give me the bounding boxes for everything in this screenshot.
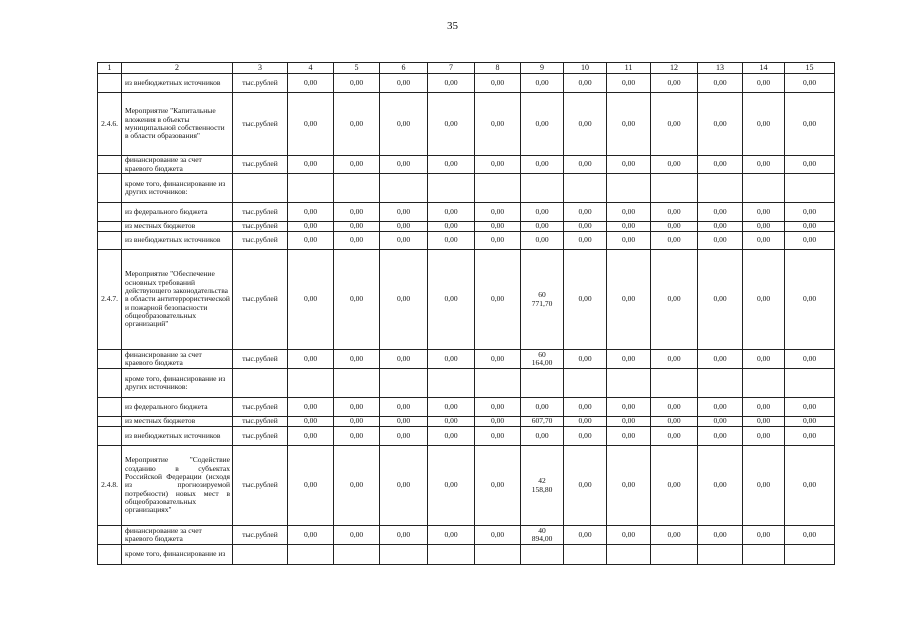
value-cell — [288, 369, 334, 398]
value-cell: 0,00 — [785, 350, 835, 369]
table-row — [98, 417, 835, 427]
value-cell: 0,00 — [651, 350, 698, 369]
value-cell: 0,00 — [288, 222, 334, 232]
value-cell: 0,00 — [380, 203, 428, 222]
value-cell: 0,00 — [743, 93, 785, 156]
row-name: из местных бюджетов — [122, 417, 233, 427]
row-unit: тыс.рублей — [233, 526, 288, 545]
value-cell: 0,00 — [380, 250, 428, 350]
value-cell: 0,00 — [380, 427, 428, 446]
value-cell: 0,00 — [743, 350, 785, 369]
row-code: 2.4.8. — [98, 446, 122, 526]
value-cell: 0,00 — [288, 250, 334, 350]
value-cell: 0,00 — [475, 526, 521, 545]
column-header: 15 — [785, 63, 835, 74]
value-cell: 0,00 — [607, 250, 651, 350]
value-cell — [743, 369, 785, 398]
value-cell: 0,00 — [607, 93, 651, 156]
value-cell: 0,00 — [564, 156, 607, 174]
row-code — [98, 526, 122, 545]
value-cell: 0,00 — [743, 222, 785, 232]
value-cell: 0,00 — [475, 93, 521, 156]
budget-table — [97, 62, 835, 565]
row-name: из федерального бюджета — [122, 203, 233, 222]
value-cell: 0,00 — [607, 156, 651, 174]
value-cell: 0,00 — [428, 427, 475, 446]
value-cell: 0,00 — [698, 232, 743, 250]
value-cell: 0,00 — [607, 427, 651, 446]
column-header: 1 — [98, 63, 122, 74]
table-row — [98, 369, 835, 398]
value-cell — [521, 545, 564, 565]
value-cell: 0,00 — [607, 398, 651, 417]
value-cell: 60 164,00 — [521, 350, 564, 369]
table-row — [98, 93, 835, 156]
page-number: 35 — [447, 20, 458, 32]
value-cell: 0,00 — [380, 232, 428, 250]
value-cell: 0,00 — [428, 93, 475, 156]
row-unit: тыс.рублей — [233, 203, 288, 222]
row-name: Мероприятие "Капитальные вложения в объекты муниципальной собственности в области образования" — [122, 93, 233, 156]
value-cell — [380, 174, 428, 203]
value-cell: 0,00 — [334, 232, 380, 250]
value-cell: 0,00 — [607, 417, 651, 427]
value-cell: 0,00 — [475, 398, 521, 417]
value-cell: 0,00 — [607, 74, 651, 93]
value-cell: 0,00 — [698, 74, 743, 93]
value-cell: 0,00 — [428, 446, 475, 526]
value-cell: 0,00 — [288, 232, 334, 250]
value-cell: 0,00 — [607, 526, 651, 545]
value-cell — [288, 545, 334, 565]
value-cell: 0,00 — [564, 350, 607, 369]
value-cell: 0,00 — [564, 398, 607, 417]
value-cell: 0,00 — [334, 93, 380, 156]
value-cell: 0,00 — [380, 350, 428, 369]
value-cell: 0,00 — [564, 417, 607, 427]
row-code: 2.4.6. — [98, 93, 122, 156]
value-cell: 0,00 — [651, 156, 698, 174]
value-cell: 0,00 — [785, 93, 835, 156]
value-cell: 0,00 — [564, 74, 607, 93]
row-name: финансирование за счет краевого бюджета — [122, 526, 233, 545]
value-cell: 0,00 — [785, 398, 835, 417]
value-cell: 0,00 — [651, 203, 698, 222]
value-cell — [607, 174, 651, 203]
value-cell: 0,00 — [428, 350, 475, 369]
table-row — [98, 398, 835, 417]
column-header: 2 — [122, 63, 233, 74]
column-header: 13 — [698, 63, 743, 74]
row-name: из внебюджетных источников — [122, 427, 233, 446]
value-cell — [698, 545, 743, 565]
value-cell: 0,00 — [380, 446, 428, 526]
value-cell: 0,00 — [651, 232, 698, 250]
row-code — [98, 222, 122, 232]
value-cell: 0,00 — [334, 417, 380, 427]
value-cell: 0,00 — [607, 222, 651, 232]
row-code — [98, 398, 122, 417]
value-cell: 0,00 — [288, 526, 334, 545]
value-cell: 0,00 — [785, 446, 835, 526]
value-cell — [428, 369, 475, 398]
value-cell — [785, 369, 835, 398]
value-cell: 0,00 — [428, 232, 475, 250]
table-header-row — [98, 63, 835, 74]
value-cell: 0,00 — [521, 398, 564, 417]
column-header: 4 — [288, 63, 334, 74]
value-cell: 0,00 — [334, 156, 380, 174]
value-cell: 0,00 — [521, 93, 564, 156]
value-cell — [380, 369, 428, 398]
value-cell: 0,00 — [785, 222, 835, 232]
value-cell: 0,00 — [651, 398, 698, 417]
value-cell: 0,00 — [428, 398, 475, 417]
value-cell — [380, 545, 428, 565]
value-cell — [564, 545, 607, 565]
column-header: 14 — [743, 63, 785, 74]
value-cell: 0,00 — [288, 156, 334, 174]
value-cell: 0,00 — [785, 232, 835, 250]
value-cell: 0,00 — [785, 250, 835, 350]
table-row — [98, 350, 835, 369]
value-cell: 42 158,80 — [521, 446, 564, 526]
value-cell: 0,00 — [334, 203, 380, 222]
table-row — [98, 526, 835, 545]
value-cell: 0,00 — [564, 232, 607, 250]
value-cell: 0,00 — [475, 250, 521, 350]
value-cell: 0,00 — [698, 93, 743, 156]
value-cell: 0,00 — [743, 156, 785, 174]
value-cell: 0,00 — [564, 250, 607, 350]
value-cell: 0,00 — [651, 526, 698, 545]
value-cell — [475, 545, 521, 565]
value-cell: 0,00 — [743, 446, 785, 526]
value-cell: 0,00 — [607, 350, 651, 369]
value-cell — [334, 545, 380, 565]
value-cell: 0,00 — [475, 74, 521, 93]
value-cell: 0,00 — [288, 398, 334, 417]
value-cell: 0,00 — [428, 250, 475, 350]
value-cell: 0,00 — [743, 427, 785, 446]
value-cell: 0,00 — [334, 350, 380, 369]
value-cell — [428, 174, 475, 203]
column-header: 5 — [334, 63, 380, 74]
value-cell — [521, 174, 564, 203]
row-unit — [233, 545, 288, 565]
value-cell — [607, 369, 651, 398]
value-cell: 0,00 — [785, 74, 835, 93]
value-cell: 0,00 — [651, 74, 698, 93]
row-name: из внебюджетных источников — [122, 74, 233, 93]
value-cell: 0,00 — [428, 526, 475, 545]
row-name: кроме того, финансирование из других источников: — [122, 174, 233, 203]
row-unit — [233, 369, 288, 398]
value-cell: 0,00 — [334, 250, 380, 350]
row-name: кроме того, финансирование из — [122, 545, 233, 565]
value-cell: 60 771,70 — [521, 250, 564, 350]
table-row — [98, 232, 835, 250]
value-cell: 0,00 — [651, 93, 698, 156]
value-cell: 0,00 — [651, 417, 698, 427]
value-cell — [651, 174, 698, 203]
value-cell: 0,00 — [380, 526, 428, 545]
value-cell: 0,00 — [380, 93, 428, 156]
value-cell: 0,00 — [380, 417, 428, 427]
row-unit: тыс.рублей — [233, 93, 288, 156]
value-cell — [607, 545, 651, 565]
value-cell: 40 894,00 — [521, 526, 564, 545]
column-header: 11 — [607, 63, 651, 74]
value-cell: 0,00 — [785, 156, 835, 174]
value-cell: 0,00 — [743, 203, 785, 222]
row-unit: тыс.рублей — [233, 417, 288, 427]
row-code — [98, 203, 122, 222]
column-header: 9 — [521, 63, 564, 74]
table-row — [98, 222, 835, 232]
row-code: 2.4.7. — [98, 250, 122, 350]
value-cell: 0,00 — [288, 446, 334, 526]
value-cell: 0,00 — [288, 74, 334, 93]
value-cell — [785, 545, 835, 565]
value-cell — [698, 174, 743, 203]
value-cell — [521, 369, 564, 398]
value-cell: 0,00 — [743, 232, 785, 250]
column-header: 12 — [651, 63, 698, 74]
row-unit: тыс.рублей — [233, 74, 288, 93]
value-cell — [651, 545, 698, 565]
value-cell: 0,00 — [475, 222, 521, 232]
value-cell — [475, 369, 521, 398]
value-cell: 0,00 — [428, 222, 475, 232]
value-cell: 0,00 — [651, 222, 698, 232]
value-cell: 0,00 — [288, 350, 334, 369]
value-cell: 607,70 — [521, 417, 564, 427]
row-unit: тыс.рублей — [233, 398, 288, 417]
table-row — [98, 545, 835, 565]
row-unit — [233, 174, 288, 203]
value-cell: 0,00 — [334, 526, 380, 545]
row-name: финансирование за счет краевого бюджета — [122, 156, 233, 174]
row-unit: тыс.рублей — [233, 232, 288, 250]
value-cell: 0,00 — [698, 156, 743, 174]
column-header: 7 — [428, 63, 475, 74]
value-cell: 0,00 — [334, 446, 380, 526]
row-name: кроме того, финансирование из других источников: — [122, 369, 233, 398]
row-name: из местных бюджетов — [122, 222, 233, 232]
row-code — [98, 74, 122, 93]
column-header: 6 — [380, 63, 428, 74]
row-code — [98, 417, 122, 427]
value-cell: 0,00 — [380, 222, 428, 232]
row-unit: тыс.рублей — [233, 250, 288, 350]
value-cell: 0,00 — [475, 350, 521, 369]
table-row — [98, 250, 835, 350]
column-header: 8 — [475, 63, 521, 74]
value-cell: 0,00 — [521, 203, 564, 222]
value-cell: 0,00 — [288, 427, 334, 446]
value-cell: 0,00 — [698, 427, 743, 446]
value-cell — [334, 174, 380, 203]
value-cell: 0,00 — [743, 74, 785, 93]
value-cell: 0,00 — [564, 446, 607, 526]
value-cell: 0,00 — [651, 446, 698, 526]
value-cell: 0,00 — [288, 93, 334, 156]
value-cell: 0,00 — [428, 156, 475, 174]
row-code — [98, 545, 122, 565]
value-cell — [651, 369, 698, 398]
table-row — [98, 74, 835, 93]
row-code — [98, 427, 122, 446]
value-cell: 0,00 — [564, 526, 607, 545]
value-cell: 0,00 — [380, 398, 428, 417]
value-cell: 0,00 — [698, 350, 743, 369]
row-code — [98, 156, 122, 174]
value-cell: 0,00 — [288, 417, 334, 427]
value-cell: 0,00 — [743, 250, 785, 350]
row-name: Мероприятие "Обеспечение основных требований действующего законодательства в области антитеррористической и пожарной безопасности общеобразовательных организаций" — [122, 250, 233, 350]
value-cell: 0,00 — [785, 427, 835, 446]
value-cell: 0,00 — [785, 203, 835, 222]
value-cell — [564, 174, 607, 203]
value-cell: 0,00 — [607, 203, 651, 222]
value-cell: 0,00 — [334, 222, 380, 232]
row-unit: тыс.рублей — [233, 156, 288, 174]
value-cell: 0,00 — [698, 222, 743, 232]
value-cell: 0,00 — [564, 222, 607, 232]
row-unit: тыс.рублей — [233, 427, 288, 446]
row-name: финансирование за счет краевого бюджета — [122, 350, 233, 369]
value-cell: 0,00 — [564, 427, 607, 446]
value-cell: 0,00 — [334, 74, 380, 93]
value-cell — [334, 369, 380, 398]
row-code — [98, 174, 122, 203]
value-cell: 0,00 — [334, 427, 380, 446]
value-cell: 0,00 — [521, 74, 564, 93]
value-cell: 0,00 — [698, 203, 743, 222]
value-cell — [785, 174, 835, 203]
row-name: из федерального бюджета — [122, 398, 233, 417]
value-cell — [564, 369, 607, 398]
row-unit: тыс.рублей — [233, 350, 288, 369]
value-cell: 0,00 — [475, 203, 521, 222]
value-cell — [288, 174, 334, 203]
value-cell: 0,00 — [428, 417, 475, 427]
value-cell: 0,00 — [743, 526, 785, 545]
row-unit: тыс.рублей — [233, 222, 288, 232]
value-cell: 0,00 — [288, 203, 334, 222]
table-row — [98, 427, 835, 446]
table-row — [98, 174, 835, 203]
value-cell — [743, 545, 785, 565]
value-cell — [743, 174, 785, 203]
column-header: 3 — [233, 63, 288, 74]
value-cell: 0,00 — [475, 156, 521, 174]
table-row — [98, 446, 835, 526]
value-cell: 0,00 — [698, 446, 743, 526]
row-code — [98, 369, 122, 398]
value-cell: 0,00 — [428, 203, 475, 222]
value-cell: 0,00 — [651, 427, 698, 446]
value-cell: 0,00 — [521, 222, 564, 232]
value-cell: 0,00 — [521, 427, 564, 446]
value-cell: 0,00 — [607, 232, 651, 250]
row-code — [98, 232, 122, 250]
row-name: Мероприятие "Содействие созданию в субъектах Российской Федерации (исходя из прогнозируемой потребности) новых мест в общеобразовательных организациях" — [122, 446, 233, 526]
value-cell: 0,00 — [428, 74, 475, 93]
value-cell: 0,00 — [334, 398, 380, 417]
table-row — [98, 203, 835, 222]
row-unit: тыс.рублей — [233, 446, 288, 526]
value-cell: 0,00 — [475, 417, 521, 427]
value-cell: 0,00 — [475, 232, 521, 250]
value-cell: 0,00 — [651, 250, 698, 350]
value-cell: 0,00 — [380, 156, 428, 174]
value-cell: 0,00 — [743, 417, 785, 427]
value-cell: 0,00 — [475, 446, 521, 526]
value-cell: 0,00 — [521, 232, 564, 250]
row-name: из внебюджетных источников — [122, 232, 233, 250]
value-cell: 0,00 — [475, 427, 521, 446]
value-cell — [428, 545, 475, 565]
value-cell: 0,00 — [607, 446, 651, 526]
value-cell: 0,00 — [564, 93, 607, 156]
value-cell: 0,00 — [698, 250, 743, 350]
value-cell: 0,00 — [521, 156, 564, 174]
value-cell: 0,00 — [785, 526, 835, 545]
value-cell: 0,00 — [785, 417, 835, 427]
column-header: 10 — [564, 63, 607, 74]
value-cell: 0,00 — [743, 398, 785, 417]
value-cell — [698, 369, 743, 398]
value-cell: 0,00 — [698, 417, 743, 427]
value-cell: 0,00 — [698, 398, 743, 417]
row-code — [98, 350, 122, 369]
value-cell: 0,00 — [698, 526, 743, 545]
value-cell — [475, 174, 521, 203]
value-cell: 0,00 — [564, 203, 607, 222]
value-cell: 0,00 — [380, 74, 428, 93]
table-row — [98, 156, 835, 174]
